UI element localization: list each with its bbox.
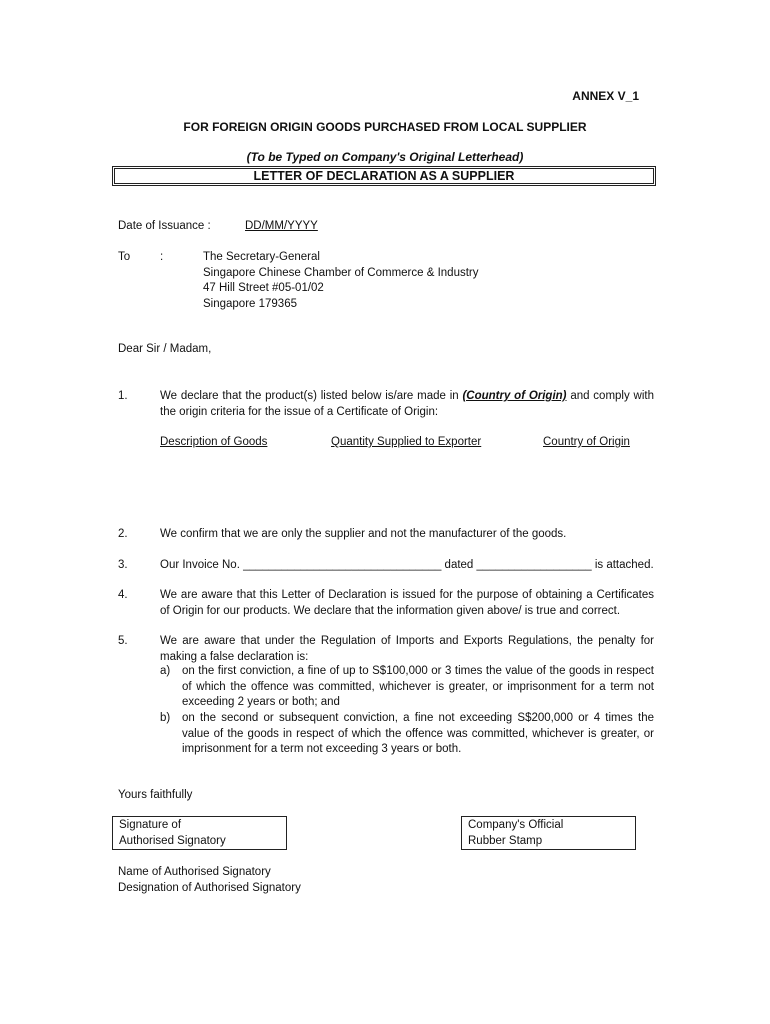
signatory-designation-label: Designation of Authorised Signatory [118,882,301,894]
to-colon: : [160,251,164,263]
annex-label: ANNEX V_1 [572,89,639,103]
signatory-name-label: Name of Authorised Signatory [118,866,271,878]
item-4-text: We are aware that this Letter of Declaration is issued for the purpose of obtaining a Certificates of Origin for our products. We declare that the information given above/ is true and correct. [160,589,654,617]
item-5a-marker: a) [160,665,171,677]
document-title: LETTER OF DECLARATION AS A SUPPLIER [114,168,654,184]
item-5a-text: on the first conviction, a fine of up to S$100,000 or 3 times the value of the goods in respect of which the offence was committed, whichever is greater, or imprisonment for a term not exceeding 2 years or both; and [182,665,654,708]
salutation: Dear Sir / Madam, [118,343,212,355]
item-2-text: We confirm that we are only the supplier and not the manufacturer of the goods. [160,528,567,540]
title-frame [112,166,656,186]
closing: Yours faithfully [118,789,193,801]
document-subheading: (To be Typed on Company's Original Letterhead) [246,150,524,164]
country-of-origin-placeholder: (Country of Origin) [462,390,567,402]
address-line: 47 Hill Street #05-01/02 [203,282,324,294]
column-quantity-supplied: Quantity Supplied to Exporter [331,436,482,448]
signature-box [112,816,287,850]
item-1-text [160,389,654,420]
column-country-of-origin: Country of Origin [543,436,630,448]
to-label: To [118,251,131,263]
item-2-number: 2. [118,528,128,540]
item-1-text-start: We declare that the product(s) listed below is/are made in [160,390,463,402]
item-3-number: 3. [118,559,128,571]
item-5-text: We are aware that under the Regulation of Imports and Exports Regulations, the penalty for making a false declaration is: [160,635,654,663]
item-1-number: 1. [118,390,128,402]
date-value: DD/MM/YYYY [245,220,318,232]
address-line: The Secretary-General [203,251,320,263]
column-description-of-goods: Description of Goods [160,436,268,448]
item-3-text: Our Invoice No. _______________________________ dated __________________ is attached. [160,559,654,571]
document-heading: FOR FOREIGN ORIGIN GOODS PURCHASED FROM LOCAL SUPPLIER [183,120,587,134]
item-5b-marker: b) [160,712,171,724]
stamp-label-line1: Company's Official [468,819,564,831]
signature-label-line1: Signature of [119,819,182,831]
date-label: Date of Issuance : [118,220,211,232]
item-5b-text: on the second or subsequent conviction, a fine not exceeding S$200,000 or 4 times the value of the goods in respect of which the offence was committed, whichever is greater, or imprisonment for a term not exceeding 3 years or both. [182,712,654,755]
rubber-stamp-box [461,816,636,850]
item-5-number: 5. [118,635,128,647]
signature-label-line2: Authorised Signatory [119,834,226,847]
item-4-number: 4. [118,589,128,601]
address-line: Singapore Chinese Chamber of Commerce & Industry [203,266,479,279]
item-1-text-end: and comply with the origin criteria for the issue of a Certificate of Origin: [160,390,654,418]
recipient-address [203,250,479,312]
stamp-label-line2: Rubber Stamp [468,834,543,847]
address-line: Singapore 179365 [203,297,297,310]
